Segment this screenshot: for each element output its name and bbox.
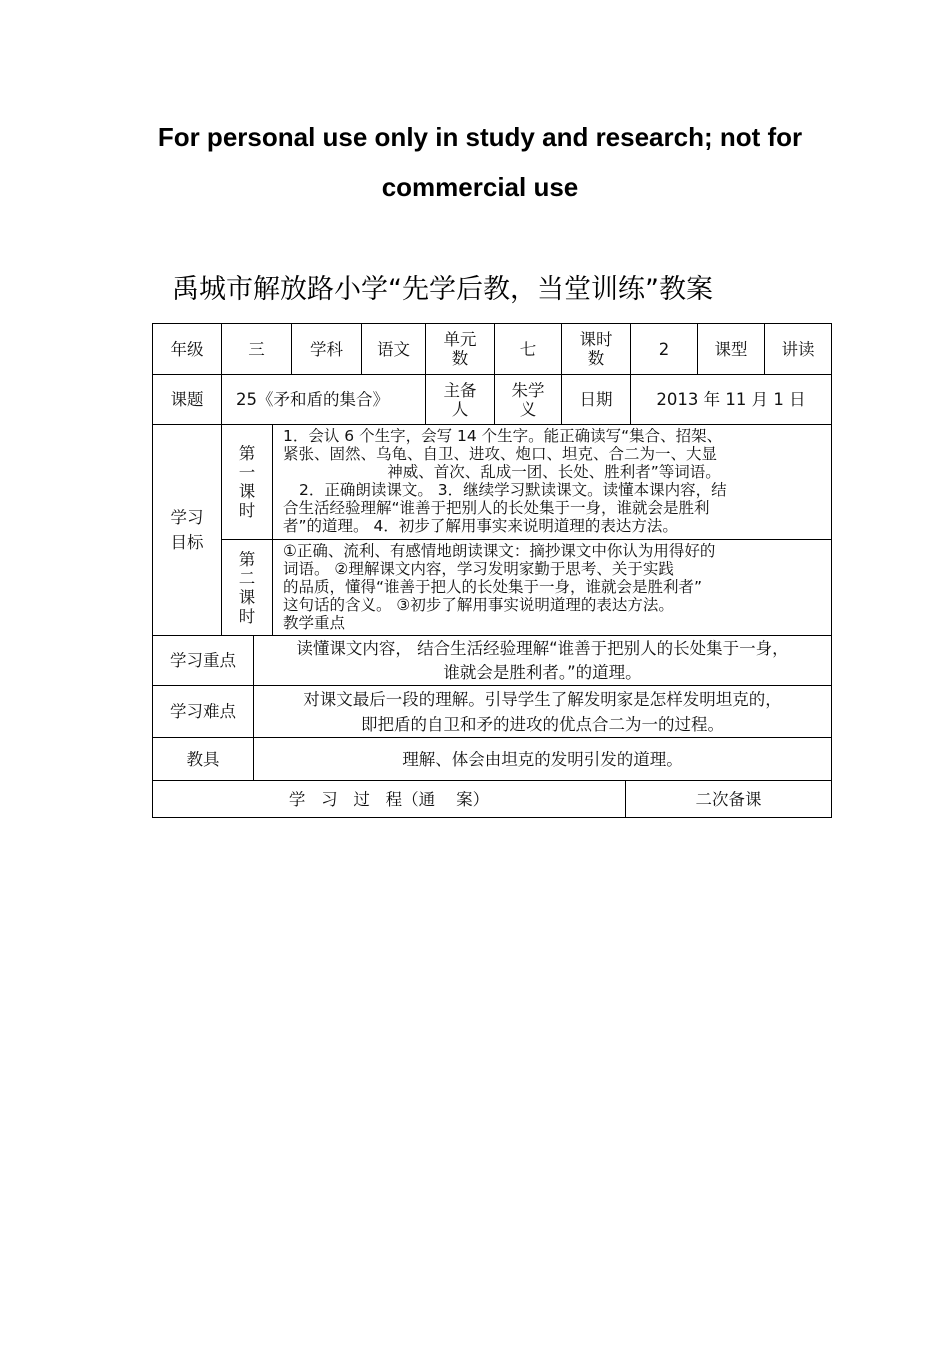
first-goal-line: 神威、首次、乱成一团、长处、胜利者”等词语。 xyxy=(387,463,721,481)
first-goal-line: 1．会认 6 个生字，会写 14 个生字。能正确读写“集合、招架、 xyxy=(283,427,723,445)
tools-value: 理解、体会由坦克的发明引发的道理。 xyxy=(253,737,832,781)
first-goal-line: 者”的道理。 4．初步了解用事实来说明道理的表达方法。 xyxy=(283,517,678,535)
hours-label: 课时数 xyxy=(561,323,631,375)
subject-label: 学科 xyxy=(291,323,362,375)
date-label: 日期 xyxy=(561,374,631,425)
goals-label: 学习目标 xyxy=(152,424,222,636)
first-session-goals xyxy=(272,424,832,540)
second-session-goals xyxy=(272,539,832,636)
second-goal-line: 的品质，懂得“谁善于把人的长处集于一身，谁就会是胜利者” xyxy=(283,578,703,596)
second-goal-line: 词语。 ②理解课文内容，学习发明家勤于思考、关于实践 xyxy=(283,560,674,578)
topic-label: 课题 xyxy=(152,374,222,425)
difficulties-value: 对课文最后一段的理解。引导学生了解发明家是怎样发明坦克的， 即把盾的自卫和矛的进攻的优点合二为一的过程。 xyxy=(253,685,832,738)
second-session-label: 第二课时 xyxy=(221,539,273,636)
first-session-label: 第一课时 xyxy=(221,424,273,540)
grade-label: 年级 xyxy=(152,323,222,375)
topic-value: 25《矛和盾的集合》 xyxy=(221,374,426,425)
disclaimer-line-1: For personal use only in study and research; not for xyxy=(157,122,803,152)
first-goal-line: 2．正确朗读课文。 3．继续学习默读课文。读懂本课内容，结 xyxy=(299,481,727,499)
difficulties-label: 学习难点 xyxy=(152,685,254,738)
date-value: 2013 年 11 月 1 日 xyxy=(630,374,832,425)
type-label: 课型 xyxy=(697,323,765,375)
grade-value: 三 xyxy=(221,323,292,375)
process-header: 学 习 过 程（通 案） xyxy=(152,780,626,818)
unit-label: 单元数 xyxy=(425,323,495,375)
preparer-value: 朱学义 xyxy=(494,374,562,425)
type-value: 讲读 xyxy=(764,323,832,375)
key-points-value: 读懂课文内容， 结合生活经验理解“谁善于把别人的长处集于一身， 谁就会是胜利者。”的道理。 xyxy=(253,635,832,686)
hours-value: 2 xyxy=(630,323,698,375)
tools-label: 教具 xyxy=(152,737,254,781)
second-goal-line: 这句话的含义。 ③初步了解用事实说明道理的表达方法。 xyxy=(283,596,674,614)
first-goal-line: 合生活经验理解“谁善于把别人的长处集于一身，谁就会是胜利 xyxy=(283,499,710,517)
second-goal-line: 教学重点 xyxy=(283,614,346,632)
first-goal-line: 紧张、固然、乌龟、自卫、进攻、炮口、坦克、合二为一、大显 xyxy=(283,445,718,463)
second-prep-header: 二次备课 xyxy=(625,780,832,818)
preparer-label: 主备人 xyxy=(425,374,495,425)
document-title: 禹城市解放路小学“先学后教，当堂训练”教案 xyxy=(172,274,713,305)
disclaimer-line-2: commercial use xyxy=(381,172,579,202)
subject-value: 语文 xyxy=(361,323,426,375)
unit-value: 七 xyxy=(494,323,562,375)
key-points-label: 学习重点 xyxy=(152,635,254,686)
second-goal-line: ①正确、流利、有感情地朗读课文：摘抄课文中你认为用得好的 xyxy=(283,542,716,560)
